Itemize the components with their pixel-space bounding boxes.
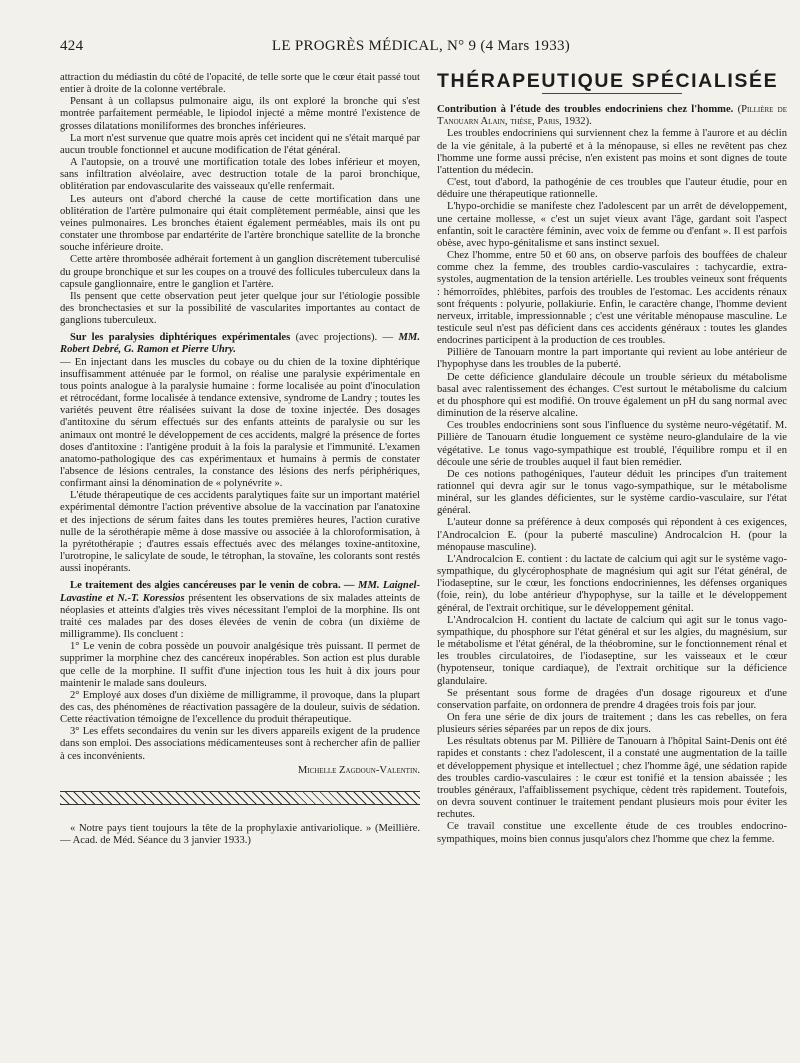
- paragraph: Ils pensent que cette observation peut jeter quelque jour sur l'étiologie possible des bronchectasies et sur la possibilité de vascularites importantes au contact de ganglions tuberculeux.: [60, 290, 420, 327]
- paragraph: L'Androcalcion E. contient : du lactate de calcium qui agit sur le système vago-sympathique, du glycérophosphate de magnésium qui agit sur l'état général, de l'iodaseptine, sur le cœur, les fonctions endocriniennes, les défenses organiques (foie, rein), du lobe antérieur d'hypophyse, sur la taille et le développement général, de l'extrait orchitique, sur le développement génital.: [437, 553, 787, 614]
- right-column: [437, 72, 787, 846]
- running-title: LE PROGRÈS MÉDICAL, N° 9 (4 Mars 1933): [271, 38, 571, 54]
- paragraph: L'hypo-orchidie se manifeste chez l'adolescent par un arrêt de développement, une certaine mollesse, « c'est un sujet vieux avant l'âge, gardant soit l'aspect enfantin, soit le caractère féminin, avec voix de femme ou d'enfant ». Il est parfois obèse, avec hypo-génitalisme et sans instinct sexuel.: [437, 201, 787, 249]
- paragraph: De cette déficience glandulaire découle un trouble sérieux du métabolisme basal avec ralentissement des échanges. C'est surtout le métabolisme du calcium et du phosphore qui est modifié. On trouve également un pH du sang normal avec diminution de la réserve alcaline.: [437, 371, 787, 420]
- paragraph: Les troubles endocriniens qui surviennent chez la femme à l'aurore et au déclin de la vie génitale, à la puberté et à la ménopause, si elles ne revêtent pas chez l'homme une forme aussi précise, n'en existent pas moins et sont dignes de toute l'attention du médecin.: [437, 128, 787, 176]
- section-lead: [60, 580, 420, 641]
- list-item: 3° Les effets secondaires du venin sur les divers appareils exigent de la prudence dans son emploi. Des associations médicamenteuses sont à rechercher afin de pallier à ces inconvénients.: [60, 726, 420, 762]
- paragraph: De ces notions pathogéniques, l'auteur déduit les principes d'un traitement rationnel qui devra agir sur le tonus vago-sympathique, sur le métabolisme minéral, sur les glandes déficientes, sur le système cardio-vasculaire, sur l'état général.: [437, 468, 787, 517]
- paragraph: L'auteur donne sa préférence à deux composés qui répondent à ces exigences, l'Androcalcion E. (pour la puberté masculine) Androcalcion H. (pour la ménopause masculine).: [437, 517, 787, 553]
- paragraph: Pensant à un collapsus pulmonaire aigu, ils ont exploré la bronche qui s'est montrée parfaitement perméable, le lipiodol injecté a même montré l'existence de grosses dilatations moniliformes des bronches inférieures.: [60, 96, 420, 132]
- section-title: Le traitement des algies cancéreuses par le venin de cobra.: [70, 580, 341, 592]
- paragraph: Ces troubles endocriniens sont sous l'influence du système neuro-végétatif. M. Pillière de Tanouarn étudie longuement ce système neuro-glandulaire de la vie végétative. Le tonus vago-sympathique est troublé, l'équilibre rompu et il en découle une série de troubles auquel il faut bien remédier.: [437, 420, 787, 468]
- section-authors: — MM. Laignel-Lavastine et N.-T. Koressios: [60, 580, 420, 604]
- page-number: 424: [60, 38, 84, 54]
- paragraph: L'étude thérapeutique de ces accidents paralytiques faite sur un important matériel expérimental démontre l'action préventive absolue de la vaccination par l'anatoxine et des injections de sérum faites dans les toutes premières heures, l'action curative nulle de la sérothérapie même à dose massive ou associée à la chloroformisation, à la pyrétothérapie ; d'autres essais effectués avec des mélanges toxine-antitoxine, l'urotropine, le salicylate de soude, le tétrophan, la stovaïne, les colorants sont restés aussi inopérants.: [60, 490, 420, 575]
- section-authors: MM. Robert Debré, G. Ramon et Pierre Uhry.: [60, 332, 420, 356]
- section-intro: présentent les observations de six malades atteints de néoplasies et atteints d'algies très vives nécessitant l'emploi de la morphine. Ils ont traité ces malades par des doses élevées de venin de cobra (un dixième de milligramme). Ils concluent :: [60, 592, 420, 641]
- paragraph: Les auteurs ont d'abord cherché la cause de cette mortification dans une oblitération de l'artère pulmonaire qui était complètement perméable, ainsi que les veines pulmonaires. Les bronches étaient également perméables, mais ils ont pu constater une thrombose par endartérite de l'artère bronchique satellite de la bronche souche inférieure droite.: [60, 193, 420, 254]
- paragraph: attraction du médiastin du côté de l'opacité, de telle sorte que le cœur était passé tout entier à droite de la colonne vertébrale.: [60, 72, 420, 96]
- paragraph: L'Androcalcion H. contient du lactate de calcium qui agit sur le tonus vago-sympathique, du phosphore sur l'état général et sur les algies, du magnésium, sur le métabolisme et l'état général, de la théobromine, sur le fonctionnement rénal et les troubles circulatoires, de l'iodaseptine, sur les vaisseaux et le cœur (hypotenseur, tonique cardiaque), de l'extrait orchitique sur la déficience glandulaire.: [437, 614, 787, 687]
- paragraph: Les résultats obtenus par M. Pillière de Tanouarn à l'hôpital Saint-Denis ont été rapides et constants : chez l'adolescent, il a constaté une augmentation de la taille et développement physique et intellectuel ; chez l'homme âgé, une sédation rapide des troubles cardio-vasculaires : le cœur est tonifié et la tension abaissée ; les troubles généraux, l'affaiblissement psychique, cèdent très rapidement. Toutefois, on devra souvent continuer le traitement pendant plusieurs mois pour éviter les rechutes.: [437, 736, 787, 821]
- paragraph: Ce travail constitue une excellente étude de ces troubles endocrino-sympathiques, moins bien connus jusqu'alors chez l'homme que chez la femme.: [437, 821, 787, 845]
- ornamental-rule: [60, 791, 420, 805]
- paragraph: A l'autopsie, on a trouvé une mortification totale des lobes inférieur et moyen, sans infiltration alvéolaire, avec destruction totale de la paroi bronchique, oblitération par endovascularite des vaisseaux qu'elle renfermait.: [60, 157, 420, 193]
- page-header: [60, 38, 782, 58]
- footnote: « Notre pays tient toujours la tête de la prophylaxie antivariolique. » (Meillière. — Acad. de Méd. Séance du 3 janvier 1933.): [60, 822, 420, 847]
- paragraph: Pillière de Tanouarn montre la part importante qui revient au lobe antérieur de l'hypophyse dans les troubles de la puberté.: [437, 347, 787, 371]
- list-item: 2° Employé aux doses d'un dixième de milligramme, il provoque, dans la plupart des cas, des phénomènes de réactivation passagère de la douleur, suivis de sédation. Cette réactivation témoigne de l'excellence du produit thérapeutique.: [60, 689, 420, 726]
- section-heading: THÉRAPEUTIQUE SPÉCIALISÉE: [437, 70, 779, 92]
- paragraph: Cette artère thrombosée adhérait fortement à un ganglion discrètement tuberculisé du groupe bronchique et sur les coupes on a trouvé des follicules tuberculeux dans la capsule ganglionnaire, entre le ganglion et l'artère.: [60, 254, 420, 290]
- article-reference: (Pillière de Tanouarn Alain, thèse, Paris, 1932).: [437, 104, 787, 128]
- paragraph: Se présentant sous forme de dragées d'un dosage rigoureux et d'une conservation parfaite, on ordonnera de prendre 4 dragées trois fois par jour.: [437, 687, 787, 711]
- section-title-tail: (avec projections). —: [290, 332, 399, 344]
- paragraph: La mort n'est survenue que quatre mois après cet incident qui ne s'était marqué par aucun trouble fonctionnel et aucune modification de l'état général.: [60, 132, 420, 156]
- section-title: Sur les paralysies diphtériques expérimentales: [70, 332, 291, 344]
- paragraph: C'est, tout d'abord, la pathogénie de ces troubles que l'auteur étudie, pour en déduire une thérapeutique rationnelle.: [437, 177, 787, 201]
- signature: Michelle Zagdoun-Valentin.: [297, 764, 420, 776]
- article-title: Contribution à l'étude des troubles endocriniens chez l'homme. (Pillière de Tanouarn Alain, thèse, Paris, 1932).: [437, 104, 787, 128]
- heading-rule: [542, 93, 682, 94]
- paragraph: — En injectant dans les muscles du cobaye ou du chien de la toxine diphtérique insuffisamment atténuée par le formol, on réalise une paralysie expérimentale en tous points analogue à la paralysie humaine : forme localisée au point d'inoculation et rétrocédant, forme localisée à tendance extensive, syndrome de Landry ; toutes les variétés peuvent être réalisées suivant la dose de toxine injectée. Des dosages d'antitoxine du sérum effectués sur des enfants atteints de paralysie ou sur les animaux ont montré le développement de ces accidents, malgré la présence de fortes doses d'antitoxine : l'antigène produit à la fois la paralysie et l'immunité. L'examen anatomo-pathologique des cas expérimentaux et humains à permis de constater l'absence de lésions centrales, la constance des lésions des nerfs périphériques, confirmant ainsi la dénomination de « polynévrite ».: [60, 356, 420, 490]
- paragraph: Chez l'homme, entre 50 et 60 ans, on observe parfois des bouffées de chaleur comme chez la femme, des troubles cardio-vasculaires : tachycardie, extra-systoles, augmentation de la tension artérielle. Les troubles veineux sont fréquents : hémorroïdes, phlébites, parfois des troubles de l'estomac. Les accidents rénaux sont fréquents : polyurie, pollakiurie. Enfin, le caractère change, l'homme devient nerveux, irritable, impressionnable ; c'est une véritable ménopause masculine. Le testicule seul n'est pas déficient dans ces accidents généraux : toutes les glandes endocrines participent à la production de ces troubles.: [437, 250, 787, 347]
- section-lead: [60, 332, 420, 356]
- paragraph: On fera une série de dix jours de traitement ; dans les cas rebelles, on fera plusieurs séries séparées par un repos de dix jours.: [437, 711, 787, 736]
- left-column: [60, 72, 420, 848]
- list-item: 1° Le venin de cobra possède un pouvoir analgésique très puissant. Il permet de supprimer la morphine chez des cancéreux inopérables. Son action est plus durable que celle de la morphine. Il suffit d'une injection tous les huit à dix jours pour maintenir le malade sans douleurs.: [60, 641, 420, 689]
